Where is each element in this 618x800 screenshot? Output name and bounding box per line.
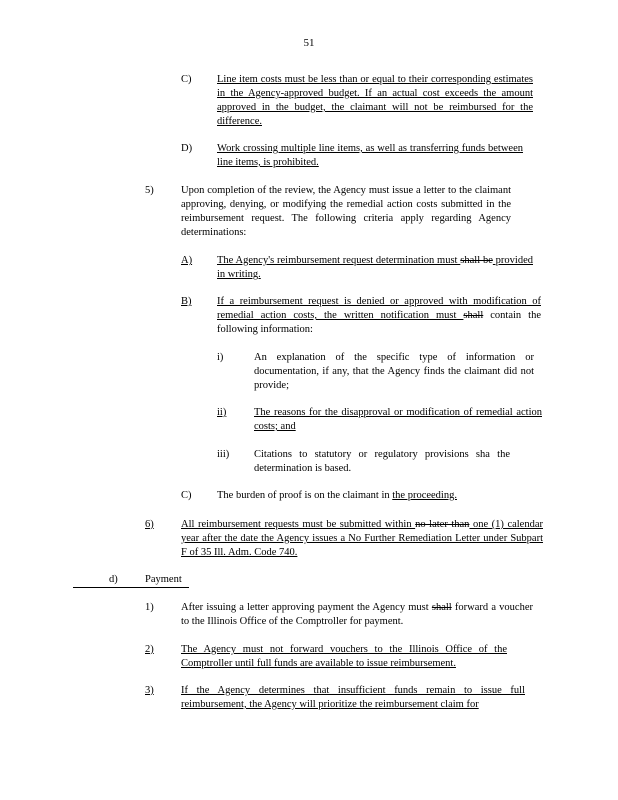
item-5c-after: the proceeding. xyxy=(392,490,457,501)
item-d-label: D) xyxy=(181,143,193,154)
item-c-text xyxy=(217,73,533,129)
item-5b-strike: shall xyxy=(463,310,484,321)
item-5b-iii-label: iii) xyxy=(217,449,230,460)
item-6-strike: no later than xyxy=(415,519,470,530)
item-6-text xyxy=(181,518,543,560)
pay-2-label: 2) xyxy=(145,644,154,655)
item-6-label: 6) xyxy=(145,519,154,530)
item-5b-before: If a reimbursement request is denied or approved with modification of remedial action costs, the written notification must xyxy=(217,296,541,321)
pay-1-before: After issuing a letter approving payment the Agency must xyxy=(181,602,432,613)
page-number: 51 xyxy=(303,37,315,49)
item-6-after: one (1) calendar year after the date the Agency issues a No Further Remediation Letter under Subpart F of 35 Ill. Adm. Code 740. xyxy=(181,519,543,558)
pay-1-after: forward a voucher to the Illinois Office of the Comptroller for payment. xyxy=(181,602,533,627)
item-5a-text xyxy=(217,254,533,282)
pay-2-text xyxy=(181,643,507,671)
item-5b-after: contain the following information: xyxy=(217,310,542,335)
pay-3-label: 3) xyxy=(145,685,154,696)
pay-1-strike: shall xyxy=(431,602,452,613)
item-5b-i-text xyxy=(254,351,534,393)
item-c-body: Line item costs must be less than or equal to their corresponding estimates in the Agency-approved budget. If an actual cost exceeds the amount approved in the budget, the claimant will not be reimbursed for the difference. xyxy=(217,74,533,127)
item-5b-label: B) xyxy=(181,296,192,307)
item-5-label: 5) xyxy=(145,185,154,196)
item-5a-after: provided in writing. xyxy=(217,255,533,280)
pay-3-text xyxy=(181,684,525,712)
item-5a-strike: shall be xyxy=(460,255,493,266)
item-5b-i-body: An explanation of the specific type of information or documentation, if any, that the Agency finds the claimant did not provide; xyxy=(254,352,534,391)
pay-2-body: The Agency must not forward vouchers to the Illinois Office of the Comptroller until full funds are available to issue reimbursement. xyxy=(181,644,507,669)
item-5b-ii-body: The reasons for the disapproval or modification of remedial action costs; and xyxy=(254,407,542,432)
pay-1-label: 1) xyxy=(145,602,154,613)
item-5c-label: C) xyxy=(181,490,192,501)
section-d-title: Payment xyxy=(145,574,182,585)
item-5b-iii-text xyxy=(254,448,510,476)
section-d-underline xyxy=(73,587,189,588)
item-5c-before: The burden of proof is on the claimant in xyxy=(217,490,393,501)
item-5b-ii-label: ii) xyxy=(217,407,227,418)
pay-1-text xyxy=(181,601,533,629)
item-5a-before: The Agency's reimbursement request determination must xyxy=(217,255,461,266)
item-5c-text xyxy=(217,489,517,503)
item-5b-i-label: i) xyxy=(217,352,224,363)
item-5b-iii-body: Citations to statutory or regulatory provisions sha the determination is based. xyxy=(254,449,510,474)
item-5b-ii-text xyxy=(254,406,542,434)
item-d-body: Work crossing multiple line items, as well as transferring funds between line items, is prohibited. xyxy=(217,143,523,168)
item-c-label: C) xyxy=(181,74,192,85)
item-6-before: All reimbursement requests must be submitted within xyxy=(181,519,416,530)
item-5-text xyxy=(181,184,511,240)
item-5b-text xyxy=(217,295,541,337)
item-5a-label: A) xyxy=(181,255,193,266)
pay-3-body: If the Agency determines that insufficient funds remain to issue full reimbursement, the Agency will prioritize the reimbursement claim for xyxy=(181,685,525,710)
section-d-label: d) xyxy=(109,574,118,585)
item-d-text xyxy=(217,142,523,170)
item-5-body: Upon completion of the review, the Agency must issue a letter to the claimant approving, denying, or modifying the remedial action costs submitted in the reimbursement request. The following criteria apply regarding Agency determinations: xyxy=(181,185,511,238)
